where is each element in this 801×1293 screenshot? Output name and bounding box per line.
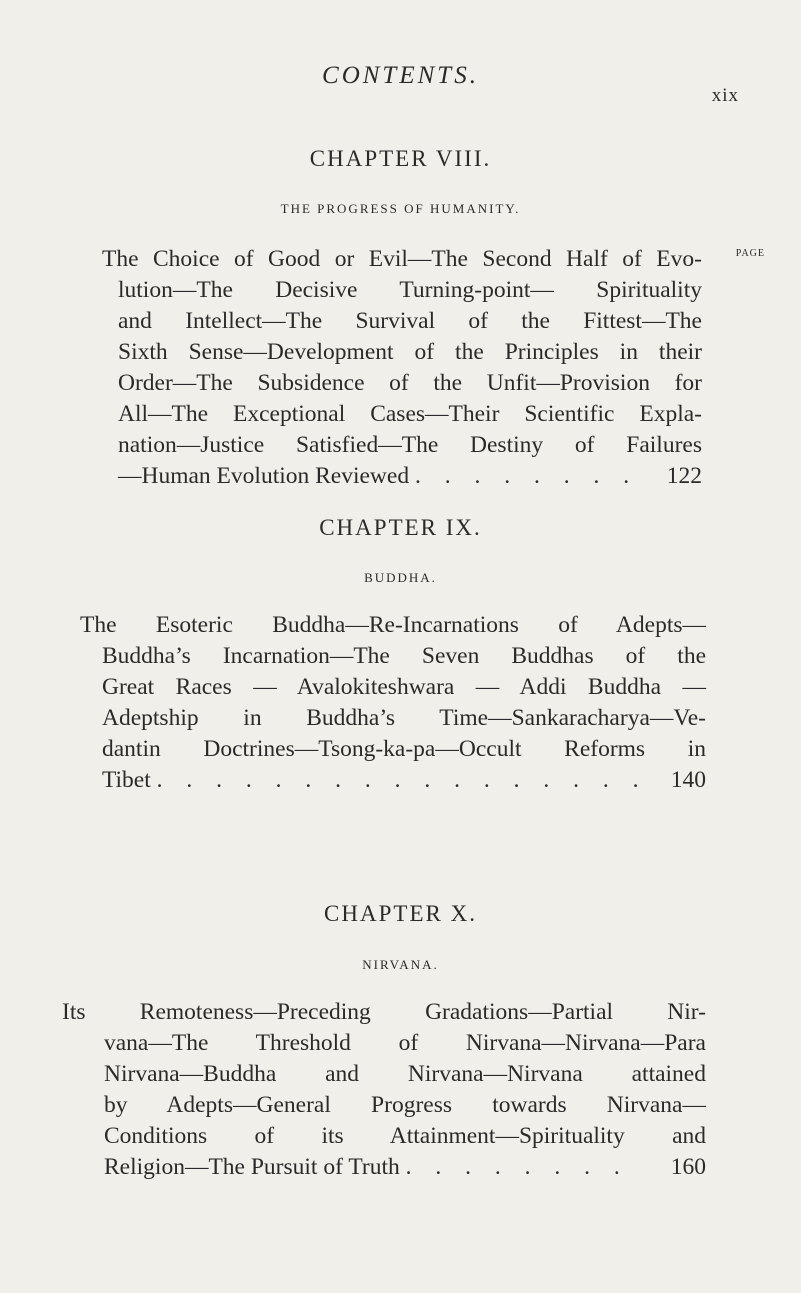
entry-line: vana—The Threshold of Nirvana—Nirvana—Para xyxy=(104,1030,706,1056)
entry-line: Nirvana—Buddha and Nirvana—Nirvana attained xyxy=(104,1061,706,1087)
entry-text: Tibet xyxy=(102,767,151,793)
entry-page-number: 160 xyxy=(670,1154,706,1180)
chapter-10-entry xyxy=(62,999,706,1185)
chapter-9-entry xyxy=(80,612,706,798)
chapter-10-subtitle: NIRVANA. xyxy=(362,957,439,972)
entry-page-number: 140 xyxy=(670,767,706,793)
entry-line: dantin Doctrines—Tsong-ka-pa—Occult Reforms in xyxy=(102,736,706,762)
chapter-8-subtitle: THE PROGRESS OF HUMANITY. xyxy=(280,201,521,216)
chapter-8-entry xyxy=(102,246,702,494)
entry-line: Adeptship in Buddha’s Time—Sankaracharya—Ve- xyxy=(102,705,706,731)
entry-line: Great Races — Avalokiteshwara — Addi Buddha — xyxy=(102,674,706,700)
entry-line: nation—Justice Satisfied—The Destiny of Failures xyxy=(118,432,702,458)
entry-text: —Human Evolution Reviewed xyxy=(118,463,410,489)
chapter-9-title: CHAPTER IX. xyxy=(319,515,482,540)
running-head: CONTENTS. xyxy=(322,62,479,89)
entry-last-line xyxy=(104,1154,706,1185)
entry-line: All—The Exceptional Cases—Their Scientific Expla- xyxy=(118,401,702,427)
chapter-8-title: CHAPTER VIII. xyxy=(309,146,492,171)
entry-line: lution—The Decisive Turning-point— Spirituality xyxy=(118,277,702,303)
entry-text: Religion—The Pursuit of Truth xyxy=(104,1154,400,1180)
entry-line: Buddha’s Incarnation—The Seven Buddhas of the xyxy=(102,643,706,669)
dot-leader: . . . . . . . . xyxy=(414,463,639,489)
entry-last-line xyxy=(102,767,706,798)
entry-line: The Choice of Good or Evil—The Second Half of Evo- xyxy=(102,246,702,272)
entry-line: The Esoteric Buddha—Re-Incarnations of Adepts— xyxy=(80,612,706,638)
entry-page-number: 122 xyxy=(666,463,702,489)
entry-line: Order—The Subsidence of the Unfit—Provision for xyxy=(118,370,702,396)
page-column-label: PAGE xyxy=(735,248,765,259)
dot-leader: . . . . . . . . xyxy=(405,1154,629,1180)
dot-leader: . . . . . . . . . . . . . . . . . xyxy=(156,767,648,793)
entry-last-line xyxy=(118,463,702,494)
chapter-9-subtitle: BUDDHA. xyxy=(364,570,437,585)
entry-line: Conditions of its Attainment—Spirituality and xyxy=(104,1123,706,1149)
entry-line: by Adepts—General Progress towards Nirvana— xyxy=(104,1092,706,1118)
entry-line: Its Remoteness—Preceding Gradations—Partial Nir- xyxy=(62,999,706,1025)
chapter-10-title: CHAPTER X. xyxy=(324,901,477,926)
page-number: xix xyxy=(711,85,739,106)
entry-line: and Intellect—The Survival of the Fittest—The xyxy=(118,308,702,334)
entry-line: Sixth Sense—Development of the Principles in their xyxy=(118,339,702,365)
